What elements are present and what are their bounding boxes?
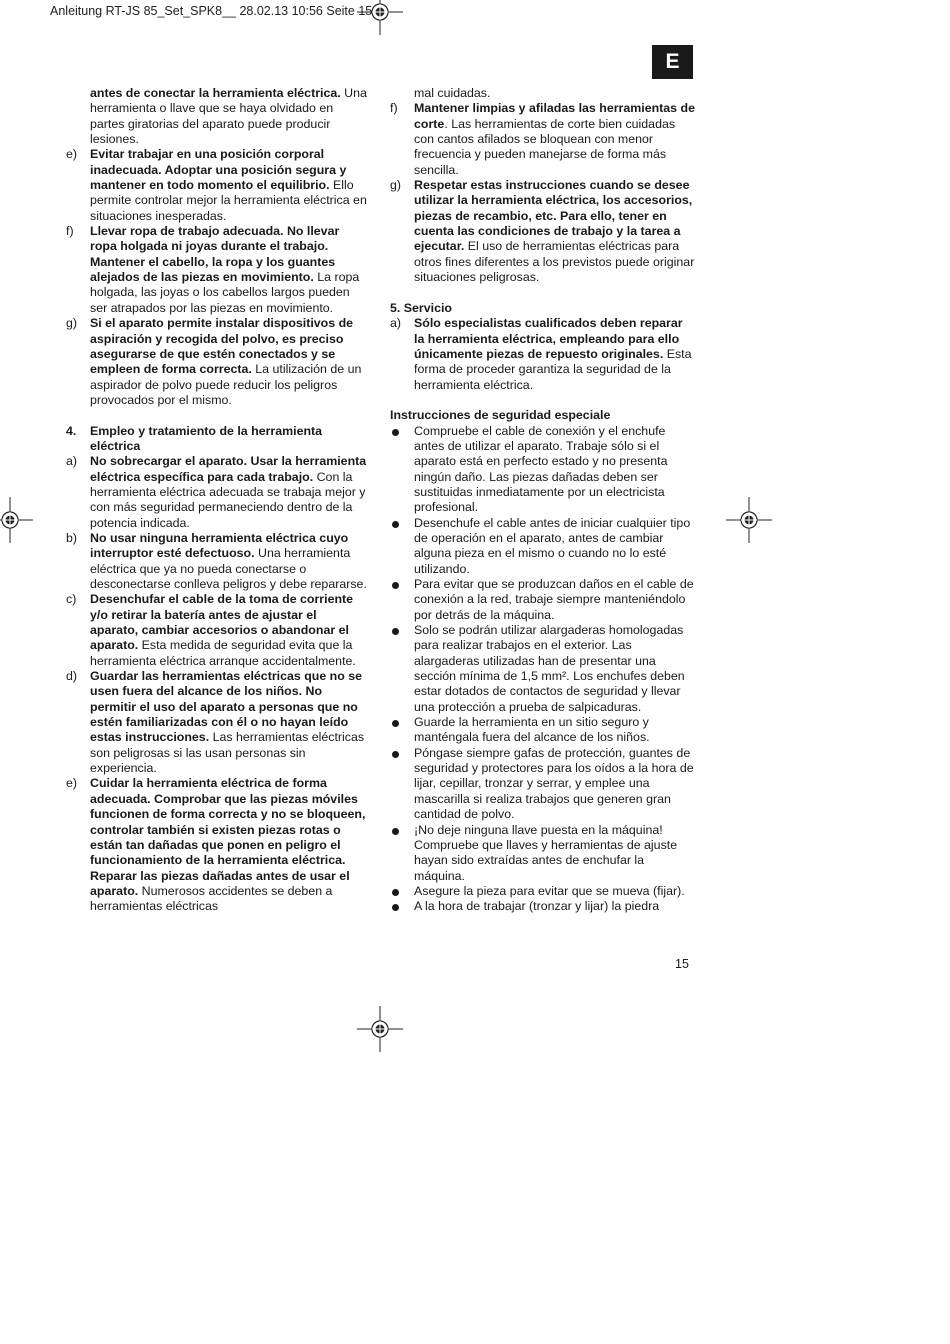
bullet-item — [390, 899, 695, 914]
item-bold: Si el aparato permite instalar dispositivos de aspiración y recogida del polvo, es preciso asegurarse de que estén conectados y se empleen de forma correcta. — [90, 316, 354, 377]
item-text: El uso de herramientas eléctricas para otros fines diferentes a los previstos puede originar situaciones peligrosas. — [414, 239, 695, 285]
bullet-text: Desenchufe el cable antes de iniciar cualquier tipo de operación en el aparato, antes de cambiar alguna pieza en el mismo o cuando no lo esté utilizando. — [414, 515, 691, 576]
bullet-text: Asegure la pieza para evitar que se mueva (fijar). — [414, 883, 685, 898]
bullet-item — [390, 516, 695, 577]
item-bold: No sobrecargar el aparato. Usar la herramienta eléctrica específica para cada trabajo. — [90, 454, 367, 484]
continued-item — [66, 86, 368, 147]
list-item-a — [390, 316, 695, 393]
continued-item: mal cuidadas. — [414, 86, 491, 100]
bullet-icon — [390, 823, 414, 884]
list-item-b — [66, 531, 368, 592]
section-title: 5. Servicio — [390, 300, 452, 315]
bullet-icon — [390, 424, 414, 516]
bullet-icon — [390, 746, 414, 823]
registration-mark-top-icon — [357, 0, 403, 35]
section-title: Empleo y tratamiento de la herramienta eléctrica — [90, 423, 323, 453]
item-label: f) — [66, 224, 74, 239]
item-text: Las herramientas eléctricas son peligrosas si las usan personas sin experiencia. — [90, 730, 365, 776]
list-item-f — [66, 224, 368, 316]
bullet-icon — [390, 715, 414, 746]
bullet-item — [390, 884, 695, 899]
bullet-item — [390, 823, 695, 884]
bullet-text: Para evitar que se produzcan daños en el cable de conexión a la red, trabaje siempre manteniéndolo por detrás de la máquina. — [414, 577, 694, 622]
registration-mark-right-icon — [726, 497, 772, 543]
bullet-text: Compruebe el cable de conexión y el enchufe antes de utilizar el aparato. Trabaje sólo si el aparato está en perfecto estado y no presenta ningún daño. Las piezas dañadas deben ser sustituidas inmediatamente por un electricista profesional. — [414, 423, 668, 515]
bullet-item — [390, 746, 695, 823]
item-label: a) — [66, 454, 78, 469]
item-bold: Evitar trabajar en una posición corporal inadecuada. Adoptar una posición segura y mantener en todo momento el equilibrio. — [90, 147, 347, 193]
item-bold: Respetar estas instrucciones cuando se desee utilizar la herramienta eléctrica, los accesorios, piezas de recambio, etc. Para ello, tener en cuenta las condiciones de trabajo y la tarea a ejecutar. — [414, 178, 693, 254]
item-label: c) — [66, 592, 77, 607]
page-number: 15 — [675, 957, 689, 971]
item-bold: Mantener limpias y afiladas las herramientas de corte — [414, 101, 695, 131]
item-bold: Llevar ropa de trabajo adecuada. No llevar ropa holgada ni joyas durante el trabajo. Mantener el cabello, la ropa y los guantes alejados de las piezas en movimiento. — [90, 224, 340, 285]
bullet-text: Póngase siempre gafas de protección, guantes de seguridad y protectores para los oídos a la hora de lijar, cepillar, tronzar y serrar, y emplee una mascarilla si realiza trabajos que generen gran cantidad de polvo. — [414, 745, 694, 822]
bullet-item — [390, 577, 695, 623]
bullet-item — [390, 623, 695, 715]
list-item-e2 — [66, 776, 368, 914]
list-item-e — [66, 147, 368, 224]
item-label: g) — [66, 316, 78, 331]
item-bold: Sólo especialistas cualificados deben reparar la herramienta eléctrica, empleando para ello únicamente piezas de repuesto originales. — [414, 316, 683, 361]
list-item-g — [390, 178, 695, 285]
bullet-icon — [390, 623, 414, 715]
bullet-item — [390, 424, 695, 516]
print-header: Anleitung RT-JS 85_Set_SPK8__ 28.02.13 10:56 Seite 15 — [50, 4, 373, 18]
item-text: Esta forma de proceder garantiza la seguridad de la herramienta eléctrica. — [414, 346, 692, 392]
item-text: La utilización de un aspirador de polvo puede reducir los peligros provocados por el mismo. — [90, 362, 362, 407]
item-bold: Cuidar la herramienta eléctrica de forma adecuada. Comprobar que las piezas móviles funcionen de forma correcta y no se bloqueen, controlar también si existen piezas rotas o están tan dañadas que ponen en peligro el funcionamiento de la herramienta eléctrica. Reparar las piezas dañadas antes de usar el aparato. — [90, 776, 366, 898]
registration-mark-bottom-icon — [357, 1006, 403, 1052]
item-label: b) — [66, 530, 78, 545]
item-bold: Desenchufar el cable de la toma de corriente y/o retirar la batería antes de ajustar el aparato, cambiar accesorios o abandonar el aparato. — [90, 592, 354, 653]
section-4-heading — [66, 424, 368, 455]
item-label: f) — [390, 101, 398, 116]
language-tab: E — [652, 45, 693, 79]
section-number: 4. — [66, 423, 77, 438]
bullet-icon — [390, 884, 414, 899]
item-text: Una herramienta eléctrica que ya no pueda conectarse o desconectarse conlleva peligros y debe repararse. — [90, 546, 367, 591]
right-column — [390, 86, 695, 915]
list-item-a — [66, 454, 368, 531]
registration-mark-left-icon — [0, 497, 33, 543]
list-item-g — [66, 316, 368, 408]
bullet-text: ¡No deje ninguna llave puesta en la máquina! Compruebe que llaves y herramientas de ajuste hayan sido extraídas antes de enchufar la máquina. — [414, 822, 678, 883]
list-item-d — [66, 669, 368, 776]
list-item-c — [66, 592, 368, 669]
item-label: g) — [390, 178, 402, 193]
item-text: Ello permite controlar mejor la herramienta eléctrica en situaciones inesperadas. — [90, 178, 367, 223]
bullet-text: A la hora de trabajar (tronzar y lijar) la piedra — [414, 899, 660, 914]
special-instructions-heading — [390, 408, 695, 423]
item-label: d) — [66, 669, 78, 684]
bullet-text: Solo se podrán utilizar alargaderas homologadas para realizar trabajos en el exterior. Las alargaderas utilizadas han de presentar una sección mínima de 1,5 mm². Los enchufes deben estar dotados de contactos de seguridad y llevar una protección a prueba de salpicaduras. — [414, 623, 685, 714]
item-text: . Las herramientas de corte bien cuidadas con cantos afilados se bloquean con menor frecuencia y pueden manejarse de forma más sencilla. — [414, 116, 676, 177]
continued-bold: antes de conectar la herramienta eléctrica. — [90, 86, 341, 100]
item-label: e) — [66, 147, 78, 162]
bullet-icon — [390, 577, 414, 623]
section-title: Instrucciones de seguridad especiale — [390, 408, 611, 423]
item-text: Numerosos accidentes se deben a herramientas eléctricas — [90, 883, 333, 914]
item-bold: Guardar las herramientas eléctricas que no se usen fuera del alcance de los niños. No permitir el uso del aparato a personas que no estén familiarizadas con él o no hayan leído estas instrucciones. — [90, 669, 363, 745]
item-text: Con la herramienta eléctrica adecuada se trabaja mejor y con más seguridad permaneciendo dentro de la potencia indicada. — [90, 469, 366, 530]
item-label: e) — [66, 776, 78, 791]
item-label: a) — [390, 316, 402, 331]
bullet-icon — [390, 899, 414, 914]
bullet-text: Guarde la herramienta en un sitio seguro y manténgala fuera del alcance de los niños. — [414, 715, 650, 745]
bullet-item — [390, 715, 695, 746]
continued-text: Una herramienta o llave que se haya olvidado en partes giratorias del aparato puede producir lesiones. — [90, 86, 367, 147]
item-text: Esta medida de seguridad evita que la herramienta eléctrica arranque accidentalmente. — [90, 638, 356, 668]
item-text: La ropa holgada, las joyas o los cabellos largos pueden ser atrapados por las piezas en movimiento. — [90, 270, 360, 315]
bullet-icon — [390, 516, 414, 577]
item-bold: No usar ninguna herramienta eléctrica cuyo interruptor esté defectuoso. — [90, 530, 349, 561]
left-column — [66, 86, 368, 915]
list-item-f — [390, 101, 695, 178]
section-5-heading — [390, 301, 695, 316]
